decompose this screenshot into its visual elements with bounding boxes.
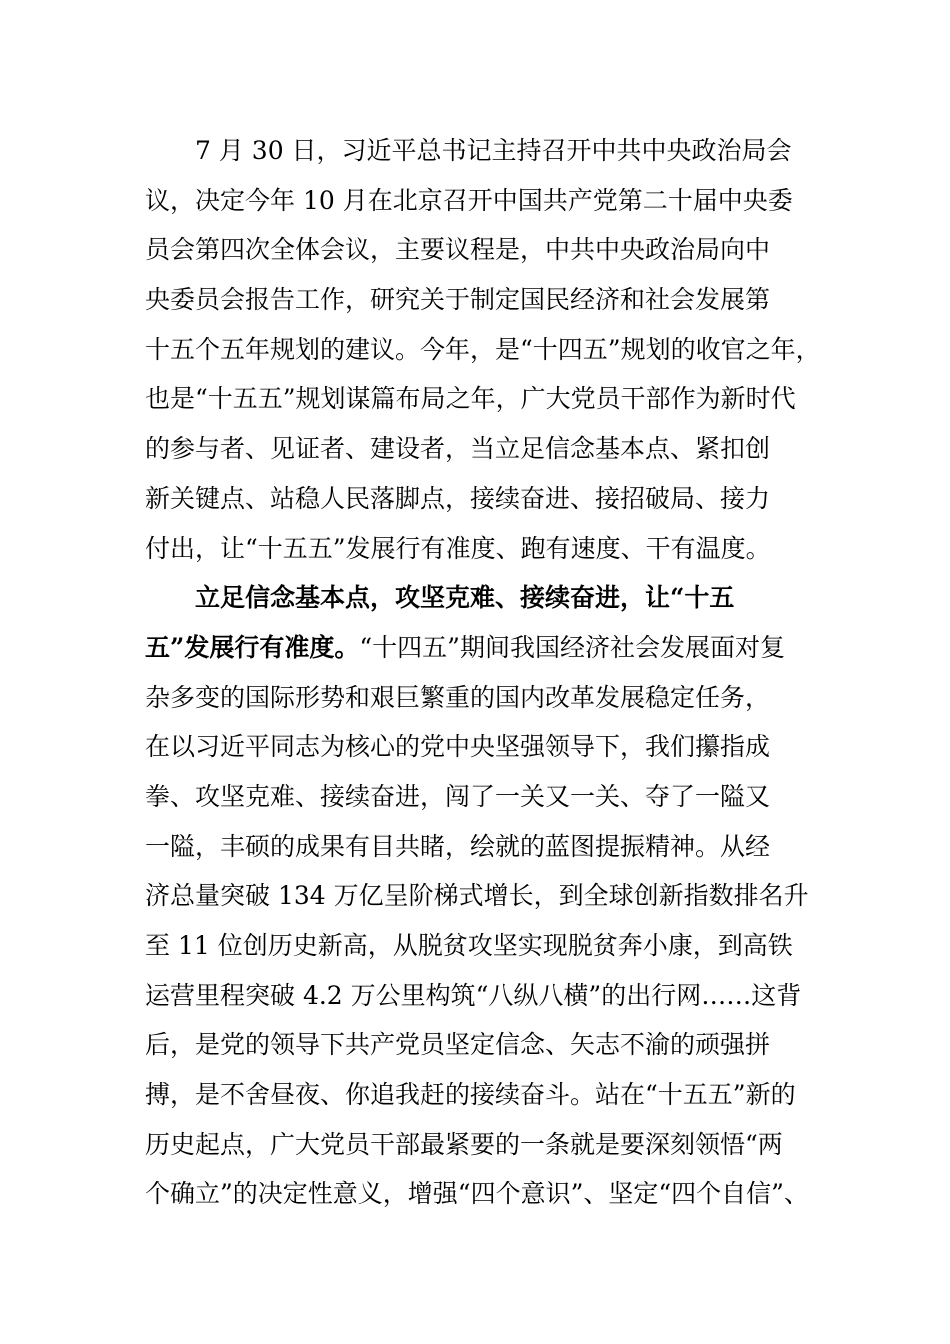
text-line: 也是“十五五”规划谋篇布局之年，广大党员干部作为新时代 bbox=[145, 384, 796, 414]
text-line: 7 月 30 日，习近平总书记主持召开中共中央政治局会 bbox=[195, 136, 792, 165]
document-body bbox=[145, 126, 835, 1219]
text-line: 央委员会报告工作，研究关于制定国民经济和社会发展第 bbox=[145, 285, 771, 315]
text-line: 至 11 位创历史新高，从脱贫攻坚实现脱贫奔小康，到高铁 bbox=[145, 931, 793, 960]
text-line: 员会第四次全体会议，主要议程是，中共中央政治局向中 bbox=[145, 235, 771, 265]
text-run: “十四五”期间我国经济社会发展面对复 bbox=[359, 632, 785, 662]
paragraph-1 bbox=[145, 126, 835, 573]
text-line: 的参与者、见证者、建设者，当立足信念基本点、紧扣创 bbox=[145, 434, 771, 464]
text-line: 杂多变的国际形势和艰巨繁重的国内改革发展稳定任务， bbox=[145, 682, 771, 712]
text-line: 在以习近平同志为核心的党中央坚强领导下，我们攥指成 bbox=[145, 732, 771, 762]
text-line: 议，决定今年 10 月在北京召开中国共产党第二十届中央委 bbox=[145, 185, 793, 215]
text-line: 付出，让“十五五”发展行有准度、跑有速度、干有温度。 bbox=[145, 533, 771, 563]
text-line: 运营里程突破 4.2 万公里构筑“八纵八横”的出行网……这背 bbox=[145, 980, 802, 1010]
text-line bbox=[145, 623, 835, 673]
text-line: 个确立”的决定性意义，增强“四个意识”、坚定“四个自信”、 bbox=[145, 1179, 809, 1209]
text-line: 新关键点、站稳人民落脚点，接续奋进、接招破局、接力 bbox=[145, 483, 771, 513]
paragraph-2 bbox=[145, 573, 835, 1219]
text-line: 济总量突破 134 万亿呈阶梯式增长，到全球创新指数排名升 bbox=[145, 881, 809, 911]
section-heading-line: 立足信念基本点，攻坚克难、接续奋进，让“十五 bbox=[195, 583, 735, 613]
text-line: 后，是党的领导下共产党员坚定信念、矢志不渝的顽强拼 bbox=[145, 1030, 771, 1060]
text-line: 搏，是不舍昼夜、你追我赶的接续奋斗。站在“十五五”新的 bbox=[145, 1080, 796, 1110]
text-line: 一隘，丰硕的成果有目共睹，绘就的蓝图提振精神。从经 bbox=[145, 831, 771, 861]
text-line: 十五个五年规划的建议。今年，是“十四五”规划的收官之年， bbox=[145, 334, 821, 364]
text-line: 历史起点，广大党员干部最紧要的一条就是要深刻领悟“两 bbox=[145, 1129, 783, 1159]
section-heading-tail: 五”发展行有准度。 bbox=[145, 632, 360, 662]
text-line: 拳、攻坚克难、接续奋进，闯了一关又一关、夺了一隘又 bbox=[145, 781, 771, 811]
